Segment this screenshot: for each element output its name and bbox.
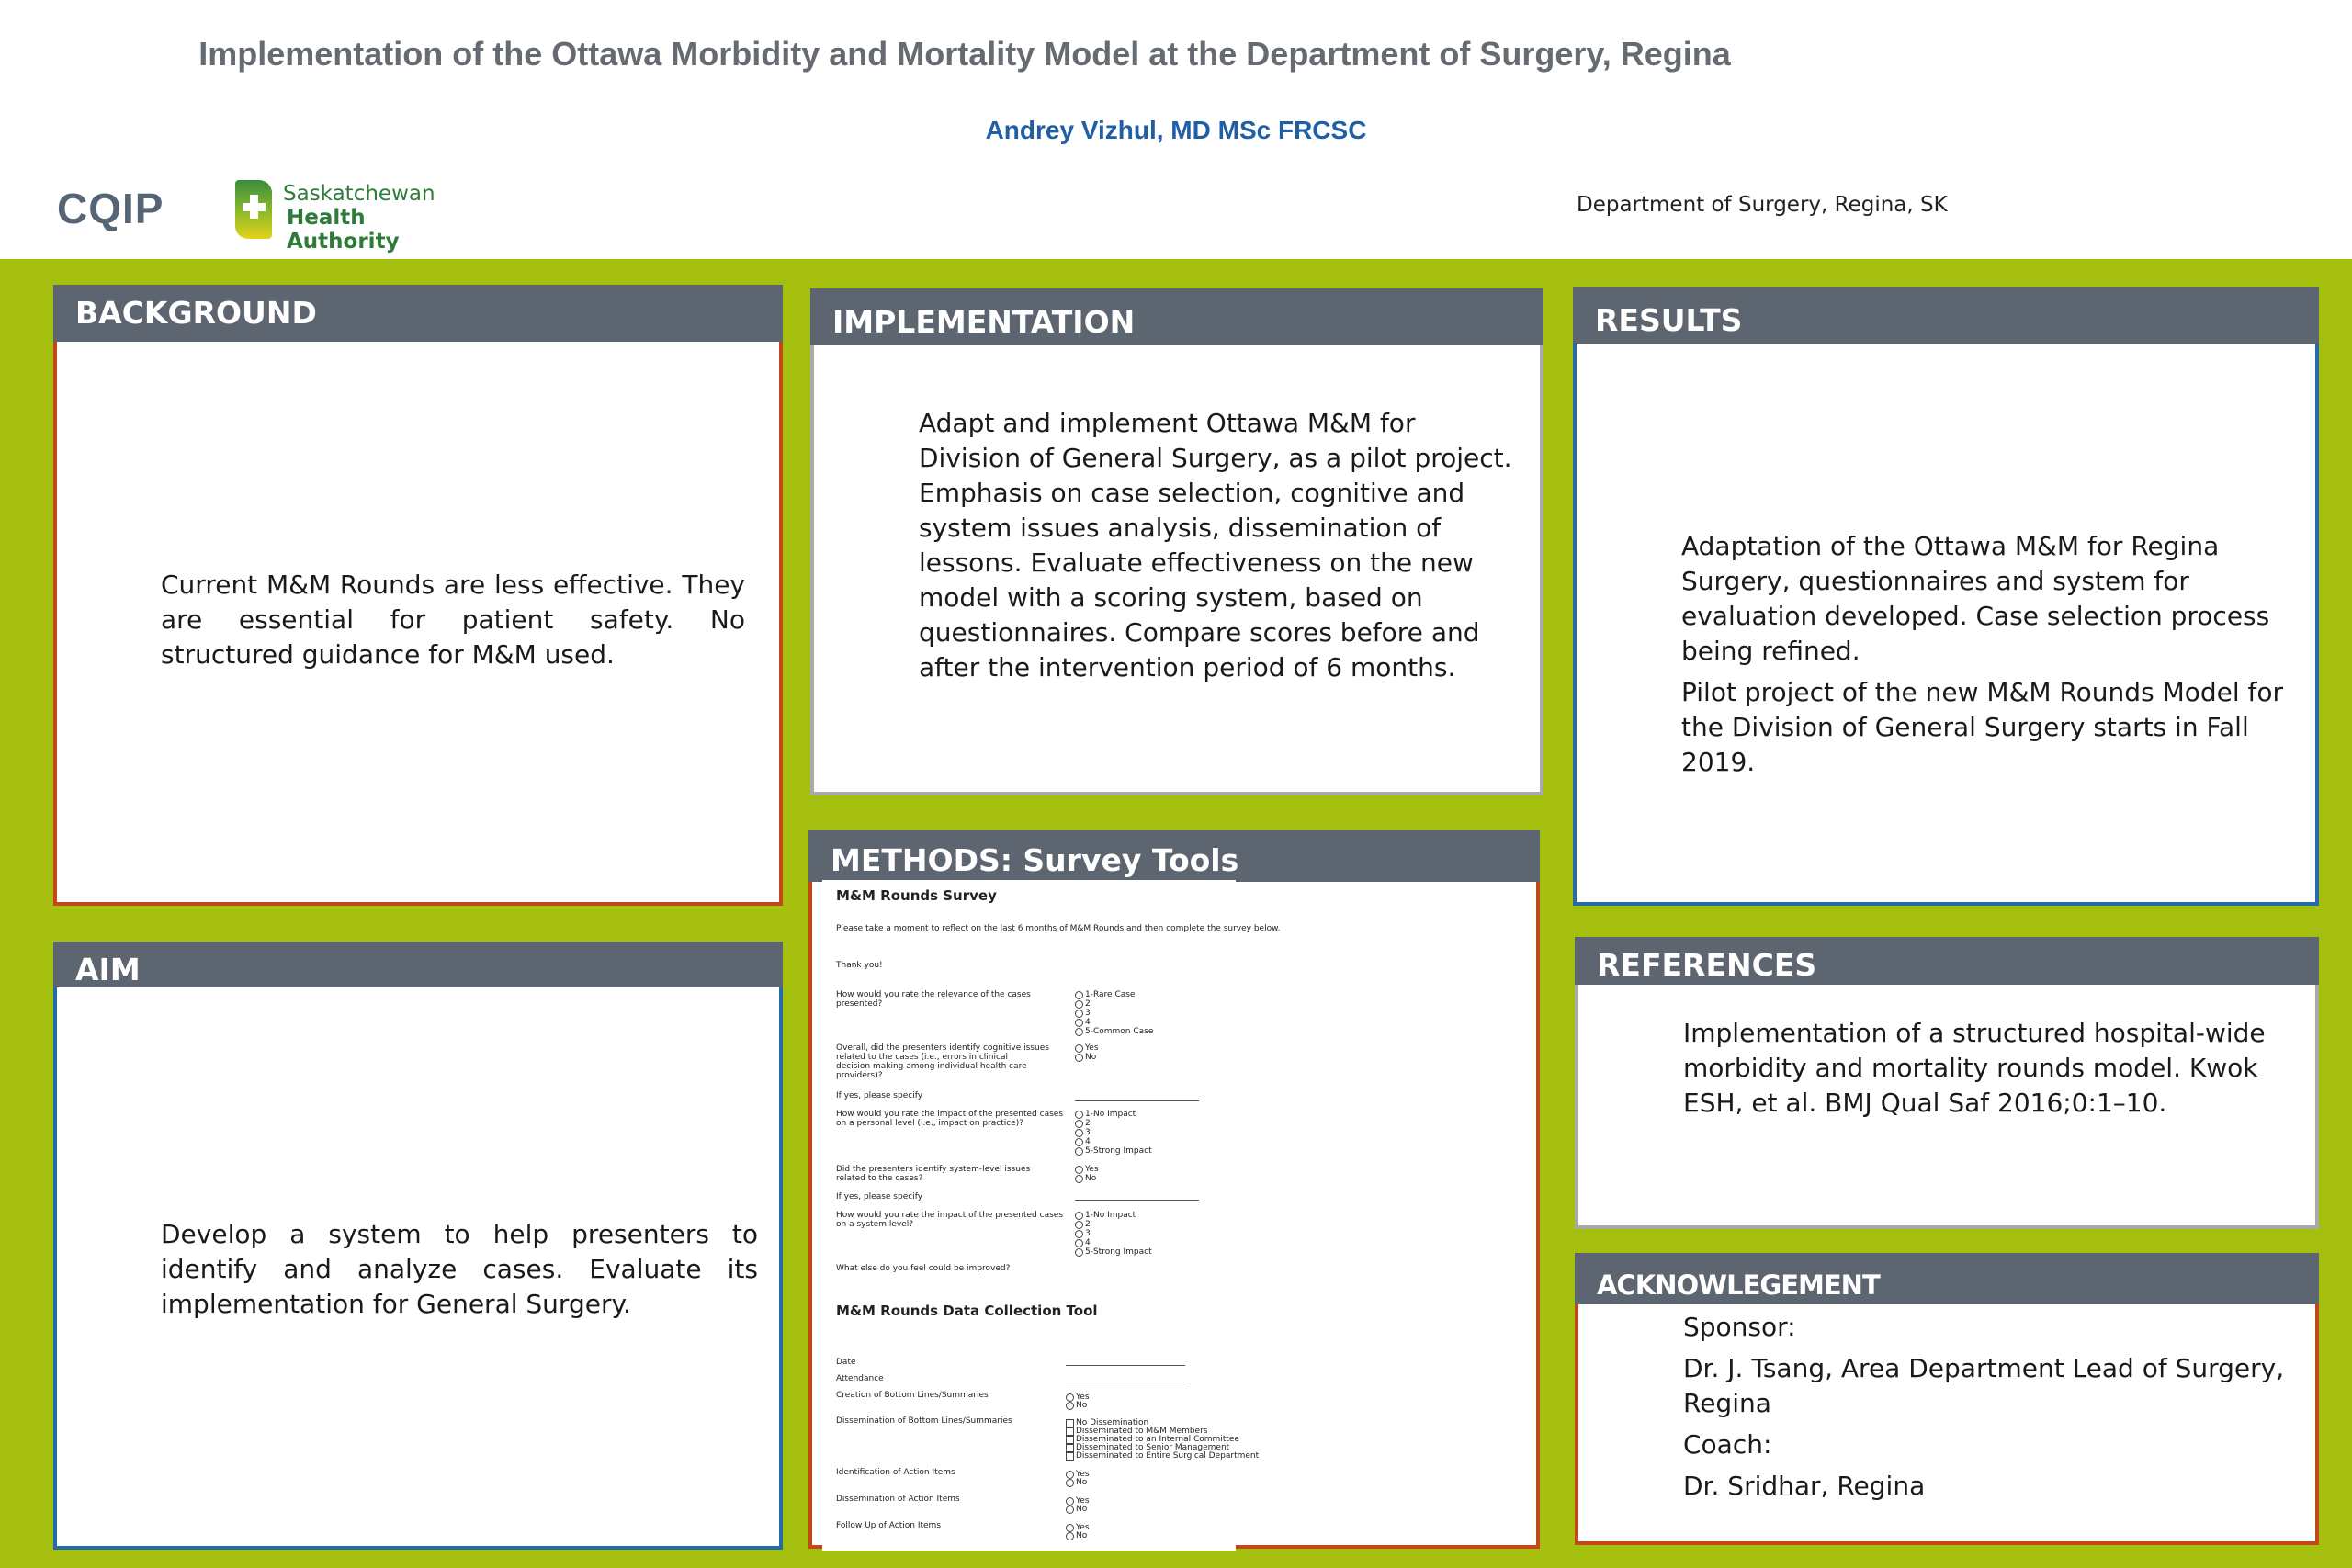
tool-diss-action-no[interactable]: No (1066, 1505, 1087, 1514)
tool-dissemination-option[interactable]: Disseminated to M&M Members (1066, 1427, 1208, 1436)
q4-text: Did the presenters identify system-level issues (836, 1165, 1031, 1174)
survey-image (822, 880, 1281, 1551)
results-panel (1573, 287, 2319, 906)
tool-dissemination-option[interactable]: Disseminated to Entire Surgical Department (1066, 1451, 1259, 1461)
tool-diss-action-label: Dissemination of Action Items (836, 1495, 960, 1504)
q4-specify-line[interactable] (1075, 1200, 1199, 1201)
q2-text-2: related to the cases (i.e., errors in clinical (836, 1053, 1008, 1062)
implementation-panel (810, 288, 1544, 795)
references-text: Implementation of a structured hospital-wide morbidity and mortality rounds model. Kwok ESH, et al. BMJ Qual Saf 2016;0:1–10. (1683, 1018, 2266, 1118)
q2-text-3: decision making among individual health care (836, 1062, 1027, 1071)
q4-specify: If yes, please specify (836, 1192, 923, 1201)
q3-option[interactable]: 1-No Impact (1075, 1110, 1136, 1119)
q1-option[interactable]: 2 (1075, 999, 1091, 1009)
tool-ident-yes[interactable]: Yes (1066, 1470, 1090, 1479)
poster-title: Implementation of the Ottawa Morbidity and Mortality Model at the Department of Surgery, Regina (198, 35, 1731, 73)
q1-text-2: presented? (836, 999, 883, 1009)
q5-text: How would you rate the impact of the presented cases (836, 1211, 1064, 1220)
background-text: Current M&M Rounds are less effective. They are essential for patient safety. No structured guidance for M&M used. (161, 570, 745, 670)
q6-text: What else do you feel could be improved? (836, 1264, 1011, 1273)
sha-logo-line2: Health Authority (287, 206, 400, 254)
tool-follow-label: Follow Up of Action Items (836, 1521, 942, 1530)
q4-option-yes[interactable]: Yes (1075, 1165, 1099, 1174)
tool-creation-label: Creation of Bottom Lines/Summaries (836, 1391, 989, 1400)
q5-option[interactable]: 3 (1075, 1229, 1091, 1238)
q5-text-2: on a system level? (836, 1220, 914, 1229)
sponsor-label: Sponsor: (1683, 1312, 1796, 1342)
tool-attendance-label: Attendance (836, 1374, 884, 1383)
acknowledgement-heading: ACKNOWLEGEMENT (1575, 1253, 2319, 1304)
q2-option-yes[interactable]: Yes (1075, 1043, 1099, 1053)
coach-name: Dr. Sridhar, Regina (1683, 1471, 1926, 1501)
implementation-text: Adapt and implement Ottawa M&M for Division of General Surgery, as a pilot project. Emphasis on case selection, cognitive and system issues analysis, dissemination of lessons. Evaluate effectiveness on the new model with a scoring system, based on questionnaires. Compare scores before and after the intervention period of 6 months. (919, 408, 1512, 682)
tool-diss-action-yes[interactable]: Yes (1066, 1496, 1090, 1506)
implementation-heading: IMPLEMENTATION (810, 288, 1544, 345)
survey-intro: Please take a moment to reflect on the last 6 months of M&M Rounds and then complete the survey below. (836, 924, 1281, 933)
tool-dissemination-option[interactable]: Disseminated to Senior Management (1066, 1443, 1229, 1452)
poster-header (0, 0, 2352, 259)
q1-option[interactable]: 5-Common Case (1075, 1027, 1153, 1036)
tool-creation-no[interactable]: No (1066, 1401, 1087, 1410)
poster-author: Andrey Vizhul, MD MSc FRCSC (985, 116, 1367, 144)
results-text (1681, 529, 2306, 786)
tool-dissemination-option[interactable]: Disseminated to an Internal Committee (1066, 1435, 1239, 1444)
q3-option[interactable]: 3 (1075, 1128, 1091, 1137)
tool-ident-label: Identification of Action Items (836, 1468, 956, 1477)
q5-option[interactable]: 4 (1075, 1238, 1091, 1247)
q4-option-no[interactable]: No (1075, 1174, 1096, 1183)
cqip-logo: CQIP (57, 185, 164, 232)
tool-ident-no[interactable]: No (1066, 1478, 1087, 1487)
results-paragraph-1: Adaptation of the Ottawa M&M for Regina Surgery, questionnaires and system for evaluation developed. Case selection process being refined. (1681, 531, 2270, 666)
q3-option[interactable]: 2 (1075, 1119, 1091, 1128)
q3-text: How would you rate the impact of the presented cases (836, 1110, 1064, 1119)
q2-specify: If yes, please specify (836, 1091, 923, 1100)
coach-label: Coach: (1683, 1429, 1772, 1460)
q2-text-4: providers)? (836, 1071, 883, 1080)
acknowledgement-panel (1575, 1253, 2319, 1545)
tool-creation-yes[interactable]: Yes (1066, 1393, 1090, 1402)
q2-text: Overall, did the presenters identify cognitive issues (836, 1043, 1049, 1053)
q5-option[interactable]: 1-No Impact (1075, 1211, 1136, 1220)
aim-text: Develop a system to help presenters to identify and analyze cases. Evaluate its implementation for General Surgery. (161, 1219, 758, 1319)
tool-date-line[interactable] (1066, 1365, 1185, 1366)
q1-option[interactable]: 3 (1075, 1009, 1091, 1018)
q2-option-no[interactable]: No (1075, 1053, 1096, 1062)
results-paragraph-2: Pilot project of the new M&M Rounds Model for the Division of General Surgery starts in Fall 2019. (1681, 677, 2284, 777)
q5-option[interactable]: 2 (1075, 1220, 1091, 1229)
cross-icon (235, 180, 272, 239)
tool-dissemination-option[interactable]: No Dissemination (1066, 1418, 1148, 1427)
aim-panel (53, 942, 783, 1550)
q3-text-2: on a personal level (i.e., impact on practice)? (836, 1119, 1024, 1128)
results-heading: RESULTS (1573, 287, 2319, 344)
sha-logo-line1: Saskatchewan (283, 182, 435, 206)
references-heading: REFERENCES (1575, 937, 2319, 985)
q2-specify-line[interactable] (1075, 1100, 1199, 1101)
tool-dissemination-label: Dissemination of Bottom Lines/Summaries (836, 1416, 1012, 1426)
tool-title: M&M Rounds Data Collection Tool (836, 1303, 1098, 1319)
q1-option[interactable]: 1-Rare Case (1075, 990, 1135, 999)
tool-follow-yes[interactable]: Yes (1066, 1523, 1090, 1532)
background-panel (53, 285, 783, 906)
aim-heading: AIM (53, 942, 783, 987)
sponsor-name: Dr. J. Tsang, Area Department Lead of Surgery, Regina (1683, 1353, 2285, 1418)
q3-option[interactable]: 5-Strong Impact (1075, 1146, 1152, 1156)
q5-option[interactable]: 5-Strong Impact (1075, 1247, 1152, 1257)
methods-heading: METHODS: Survey Tools (808, 830, 1540, 882)
q4-text-2: related to the cases? (836, 1174, 923, 1183)
q1-option[interactable]: 4 (1075, 1018, 1091, 1027)
acknowledgement-text (1683, 1310, 2290, 1510)
references-panel (1575, 937, 2319, 1229)
background-heading: BACKGROUND (53, 285, 783, 342)
tool-follow-no[interactable]: No (1066, 1531, 1087, 1540)
tool-date-label: Date (836, 1358, 856, 1367)
survey-thanks: Thank you! (836, 961, 883, 970)
sha-logo (235, 180, 474, 254)
q1-text: How would you rate the relevance of the cases (836, 990, 1031, 999)
q3-option[interactable]: 4 (1075, 1137, 1091, 1146)
survey-title: M&M Rounds Survey (836, 887, 997, 904)
department-label: Department of Surgery, Regina, SK (1577, 193, 1948, 217)
